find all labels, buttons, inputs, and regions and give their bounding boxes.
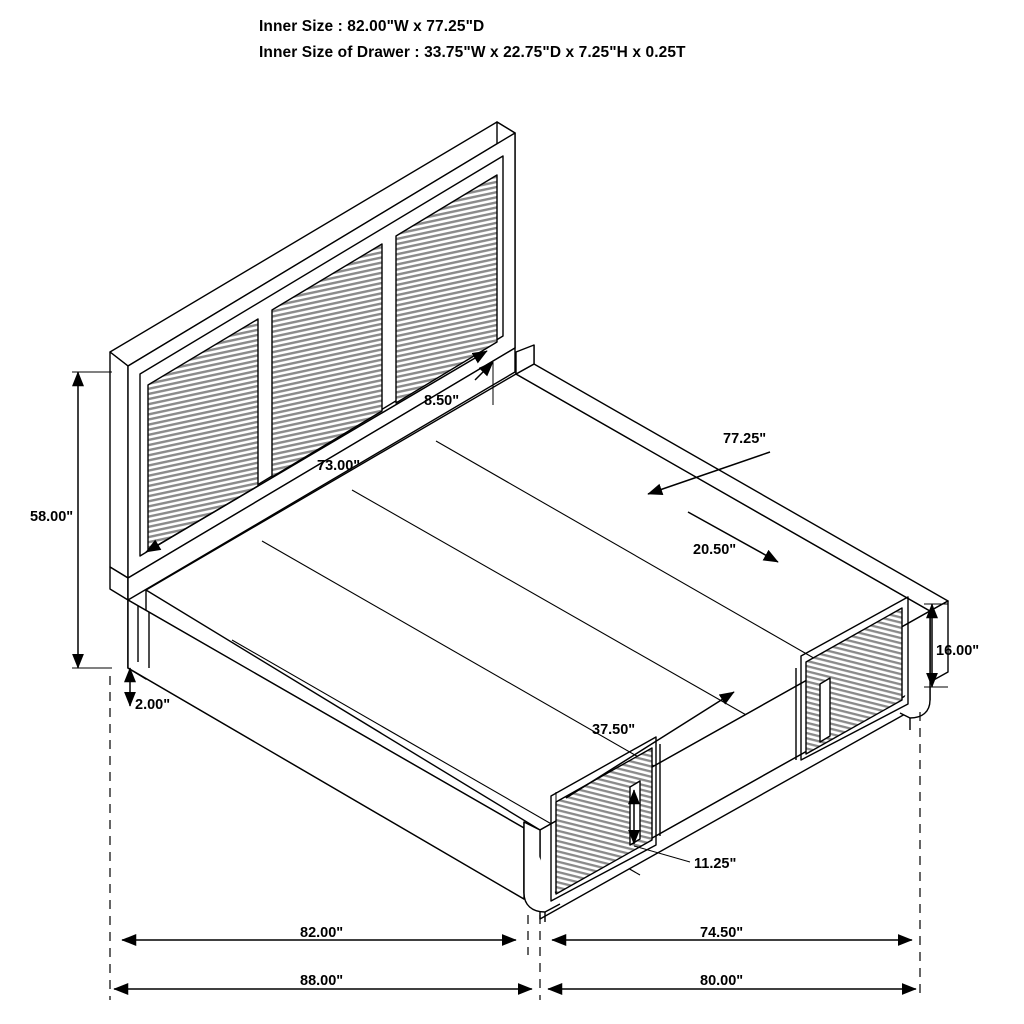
dimension-headboard-inner-width: 73.00" <box>317 458 361 474</box>
dimension-footboard-height: 16.00" <box>936 643 980 659</box>
dimension-overall-width: 88.00" <box>300 973 344 989</box>
dimension-overall-depth-inner: 74.50" <box>700 925 744 941</box>
dimension-headboard-offset: 8.50" <box>424 393 460 409</box>
dimension-floor-clearance: 2.00" <box>135 697 171 713</box>
dimension-overall-depth: 80.00" <box>700 973 744 989</box>
dimension-bed-depth: 77.25" <box>723 431 767 447</box>
dimension-drawer-front-height: 11.25" <box>694 856 737 872</box>
dimension-headboard-height: 58.00" <box>30 509 74 525</box>
inner-size-drawer-note: Inner Size of Drawer : 33.75"W x 22.75"D x 7.25"H x 0.25T <box>259 44 686 61</box>
dimension-overall-width-inner: 82.00" <box>300 925 344 941</box>
inner-size-note: Inner Size : 82.00"W x 77.25"D <box>259 18 485 35</box>
dimension-drawer-front-width: 37.50" <box>592 722 636 738</box>
dimension-rail-depth: 20.50" <box>693 542 737 558</box>
